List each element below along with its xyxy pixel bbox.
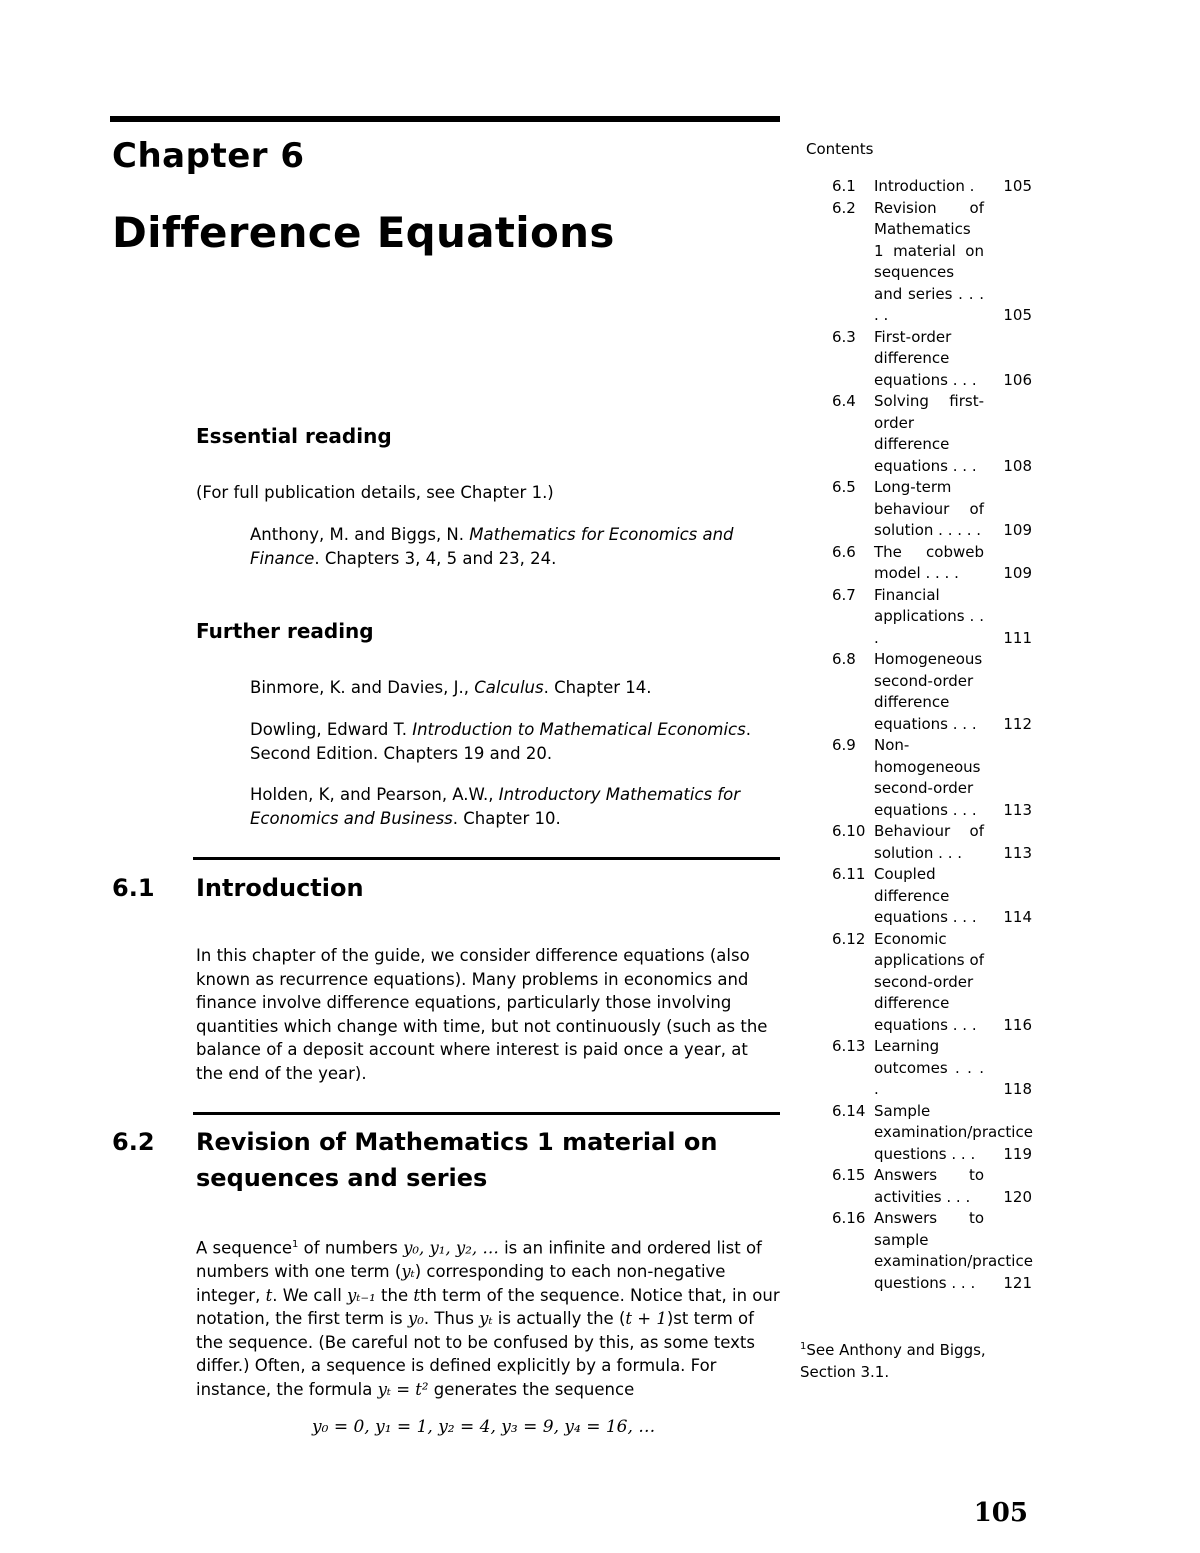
text-run: is an infinite and ordered list of numbers with one term ( xyxy=(196,1238,762,1281)
ref-rest: . Second Edition. Chapters 19 and 20. xyxy=(250,720,751,763)
toc-entry-number: 6.14 xyxy=(832,1101,866,1120)
toc-entry[interactable] xyxy=(832,176,1032,198)
toc-entry-page: 112 xyxy=(1003,714,1032,733)
toc-entry-number: 6.5 xyxy=(832,478,856,496)
ref-title: Mathematics for Economics and Finance xyxy=(250,525,734,568)
toc-entry-title: Learning outcomes . . . . xyxy=(874,1037,984,1098)
toc-entry-number: 6.9 xyxy=(832,736,856,754)
toc-entry-title: Non-homogeneous second-order equations . . . xyxy=(874,736,981,819)
text-run: the xyxy=(375,1285,414,1305)
footnote xyxy=(800,1336,1010,1383)
math-inline: yₜ₋₁ xyxy=(347,1285,376,1305)
toc-entry-title: Answers to activities . . . xyxy=(874,1166,984,1206)
math-inline: yₜ xyxy=(401,1262,415,1281)
toc-entry-number: 6.11 xyxy=(832,865,866,883)
ref-rest: . Chapters 3, 4, 5 and 23, 24. xyxy=(314,548,557,568)
toc-entry-number: 6.3 xyxy=(832,327,856,346)
text-run: of numbers xyxy=(298,1238,404,1258)
section-title: Introduction xyxy=(196,874,364,902)
toc-entry[interactable] xyxy=(832,929,1032,1037)
toc-entry-page: 109 xyxy=(1003,521,1032,539)
toc-entry[interactable] xyxy=(832,327,1032,392)
toc-entry-page: 108 xyxy=(1003,456,1032,475)
toc-entry[interactable] xyxy=(832,1165,1032,1208)
math-inline: y₀, y₁, y₂, … xyxy=(403,1238,499,1258)
text-run: A sequence xyxy=(196,1238,293,1258)
toc-entry-title: Homogeneous second-order difference equations . . . xyxy=(874,650,983,733)
toc-entry[interactable] xyxy=(832,542,1032,585)
essential-reference xyxy=(250,523,770,570)
toc-entry[interactable] xyxy=(832,1101,1032,1166)
toc-entry-number: 6.1 xyxy=(832,177,856,195)
ref-authors: Binmore, K. and Davies, J., xyxy=(250,678,475,697)
toc-entry[interactable] xyxy=(832,1208,1032,1294)
toc-entry-title: The cobweb model . . . . xyxy=(874,542,984,582)
toc-entry-page: 113 xyxy=(1003,800,1032,819)
section-rule xyxy=(193,1112,780,1115)
toc-entry[interactable] xyxy=(832,1036,1032,1101)
toc-entry[interactable] xyxy=(832,735,1032,821)
toc-entry-number: 6.2 xyxy=(832,198,856,217)
ref-authors: Holden, K, and Pearson, A.W., xyxy=(250,785,499,804)
ref-title: Introduction to Mathematical Economics xyxy=(412,720,746,739)
section-number: 6.2 xyxy=(112,1128,155,1156)
text-run: generates the sequence xyxy=(428,1379,635,1399)
toc-entry-number: 6.7 xyxy=(832,585,856,604)
toc-entry-number: 6.10 xyxy=(832,822,866,840)
toc-entry-page: 120 xyxy=(1003,1187,1032,1206)
toc-entry-page: 119 xyxy=(1003,1144,1032,1163)
math-inline: yₜ = t² xyxy=(377,1379,429,1399)
math-inline: t xyxy=(265,1285,273,1305)
ref-title: Introductory Mathematics for Economics and Business xyxy=(250,785,740,828)
further-reference xyxy=(250,718,770,765)
toc-entry[interactable] xyxy=(832,864,1032,929)
further-reference xyxy=(250,676,770,700)
toc-entry-page: 109 xyxy=(1003,564,1032,582)
ref-rest: . Chapter 10. xyxy=(452,808,561,828)
chapter-label: Chapter 6 xyxy=(112,136,305,176)
footnote-text: See Anthony and Biggs, Section 3.1. xyxy=(800,1341,986,1381)
toc-entry-title: Financial applications . . . xyxy=(874,585,984,647)
further-reference xyxy=(250,783,770,830)
page-number: 105 xyxy=(973,1498,1028,1528)
toc-entry[interactable] xyxy=(832,477,1032,542)
toc-entry[interactable] xyxy=(832,585,1032,650)
math-inline: y₀ xyxy=(407,1309,424,1328)
toc-entry-number: 6.12 xyxy=(832,929,866,948)
toc-entry[interactable] xyxy=(832,198,1032,327)
chapter-title: Difference Equations xyxy=(112,208,615,257)
section-number: 6.1 xyxy=(112,874,155,902)
introduction-paragraph: In this chapter of the guide, we consider difference equations (also known as recurrence equations). Many problems in economics and finance involve difference equations, particularly those involving quantities which change with time, but not continuously (such as the balance of a deposit account where interest is paid once a year, at the end of the year). xyxy=(196,946,768,1083)
footnote-mark: 1 xyxy=(800,1341,807,1352)
text-run: )st term of the sequence. (Be careful not to be confused by this, as some texts differ.) Often, a sequence is defined explicitly by a formula. For instance, the formula xyxy=(196,1309,755,1399)
toc-entry-number: 6.13 xyxy=(832,1037,866,1055)
toc-entry-page: 111 xyxy=(1003,628,1032,647)
toc-entry-page: 118 xyxy=(1003,1080,1032,1098)
toc-entry-title: Solving first-order difference equations . . . xyxy=(874,392,984,475)
toc-entry[interactable] xyxy=(832,821,1032,864)
section-title: Revision of Mathematics 1 material on sequences and series xyxy=(196,1128,718,1192)
math-inline: t xyxy=(413,1285,420,1305)
toc-entry-title: Sample examination/practice questions . . . xyxy=(874,1101,1033,1163)
ref-authors: Anthony, M. and Biggs, N. xyxy=(250,525,470,544)
ref-authors: Dowling, Edward T. xyxy=(250,720,413,739)
text-run: th term of the sequence. Notice that, in our notation, the first term is xyxy=(196,1285,780,1328)
toc-entry[interactable] xyxy=(832,649,1032,735)
further-reading-heading: Further reading xyxy=(196,619,374,643)
essential-reading-heading: Essential reading xyxy=(196,424,392,448)
text-run: . We call xyxy=(272,1285,348,1305)
toc-entry-number: 6.15 xyxy=(832,1166,866,1184)
footnote-ref: 1 xyxy=(292,1239,299,1250)
text-run: is actually the ( xyxy=(492,1309,626,1328)
toc-entry-number: 6.4 xyxy=(832,392,856,410)
ref-title: Calculus xyxy=(474,678,544,697)
toc-entry-title: Answers to sample examination/practice questions . . . xyxy=(874,1209,1033,1292)
toc-entry[interactable] xyxy=(832,391,1032,477)
toc-entry-page: 116 xyxy=(1003,1015,1032,1034)
toc-entry-number: 6.16 xyxy=(832,1209,866,1227)
toc-entry-number: 6.6 xyxy=(832,542,856,561)
toc-entry-number: 6.8 xyxy=(832,650,856,668)
text-run: ) corresponding to each non-negative integer, xyxy=(196,1262,726,1305)
toc-entry-title: Economic applications of second-order difference equations . . . xyxy=(874,929,984,1034)
toc-entry-title: Long-term behaviour of solution . . . . . xyxy=(874,478,984,539)
contents-heading: Contents xyxy=(806,140,874,158)
essential-reading-note: (For full publication details, see Chapter 1.) xyxy=(196,483,554,502)
toc-entry-page: 113 xyxy=(1003,843,1032,862)
display-equation: y₀ = 0, y₁ = 1, y₂ = 4, y₃ = 9, y₄ = 16, … xyxy=(312,1417,656,1437)
toc-entry-title: Revision of Mathematics 1 material on sequences and series . . . . . xyxy=(874,198,984,324)
sequence-paragraph xyxy=(196,1233,780,1401)
toc-entry-title: Coupled difference equations . . . xyxy=(874,865,977,926)
ref-rest: . Chapter 14. xyxy=(543,678,652,697)
section-rule xyxy=(193,857,780,860)
toc-entry-page: 121 xyxy=(1003,1273,1032,1292)
toc-entry-title: Introduction . xyxy=(874,177,975,195)
toc-entry-page: 106 xyxy=(1003,370,1032,389)
toc-entry-page: 105 xyxy=(1003,177,1032,195)
toc-entry-page: 105 xyxy=(1003,306,1032,324)
text-run: . Thus xyxy=(423,1309,480,1328)
chapter-top-rule xyxy=(110,116,780,122)
math-inline: t + 1 xyxy=(625,1309,667,1328)
toc-entry-title: Behaviour of solution . . . xyxy=(874,822,984,862)
toc-entry-page: 114 xyxy=(1003,908,1032,926)
math-inline: yₜ xyxy=(479,1309,493,1328)
table-of-contents xyxy=(832,176,1032,1294)
toc-entry-title: First-order difference equations . . . xyxy=(874,327,977,389)
